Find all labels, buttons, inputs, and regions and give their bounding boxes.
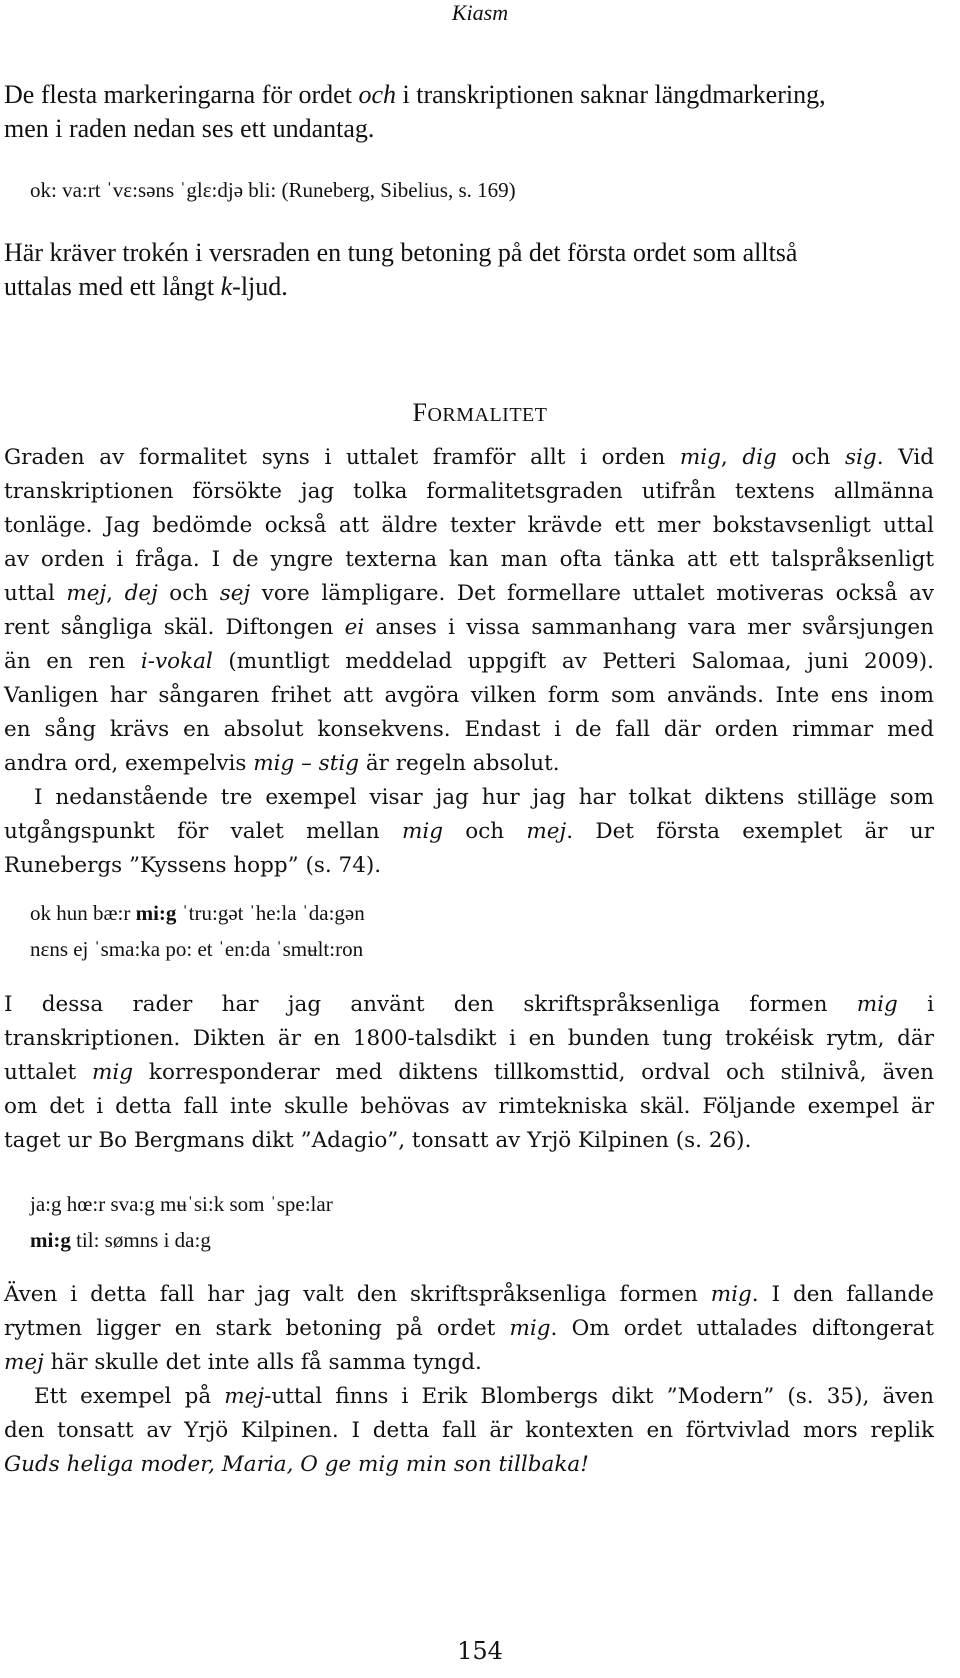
paragraph-analysis-1 (4, 988, 934, 1158)
text-line: mej här skulle det inte alls få samma tyngd. (4, 1350, 482, 1375)
paragraph-analysis-3 (4, 1380, 934, 1482)
text-line: Även i detta fall har jag valt den skriftspråksenliga formen mig. I den fallande (4, 1282, 935, 1307)
text-line: Vanligen har sångaren frihet att avgöra vilken form som används. Inte ens inom (4, 683, 934, 708)
text-line: mi:g til: sømns i da:g (30, 1228, 211, 1252)
text-line: utgångspunkt för valet mellan mig och mej. Det första exemplet är ur (4, 819, 934, 844)
text-line: ja:g hœ:r sva:g mʉˈsi:k som ˈspe:lar (30, 1192, 333, 1216)
running-header: Kiasm (451, 0, 509, 25)
text-line: transkriptionen försökte jag tolka formalitetsgraden utifrån textens allmänna (4, 479, 934, 504)
text-line: uttal mej, dej och sej vore lämpligare. Det formellare uttalet motiveras också av (4, 581, 935, 606)
text-line: Runebergs ”Kyssens hopp” (s. 74). (4, 853, 382, 878)
transcription-example-3 (30, 1186, 333, 1258)
intro-paragraph (4, 78, 934, 146)
text-line: än en ren i-vokal (muntligt meddelad uppgift av Petteri Salomaa, juni 2009). (4, 649, 934, 674)
text-line: I nedanstående tre exempel visar jag hur jag har tolkat diktens stilläge som (34, 785, 934, 810)
text-line: ok hun bæ:r mi:g ˈtru:gət ˈhe:la ˈda:gən (30, 901, 365, 925)
text-line: Graden av formalitet syns i uttalet framför allt i orden mig, dig och sig. Vid (4, 445, 934, 470)
text-line: nɛns ej ˈsma:ka po: et ˈen:da ˈsmʉlt:ron (30, 937, 364, 961)
text-line: av orden i fråga. I de yngre texterna kan man ofta tänka att ett talspråksenligt (4, 547, 934, 572)
text-line: transkriptionen. Dikten är en 1800-talsdikt i en bunden tung trokéisk rytm, där (4, 1026, 934, 1051)
transcription-example-1: ok: va:rt ˈvɛ:səns ˈglɛ:djə bli: (Runeberg, Sibelius, s. 169) (30, 178, 516, 202)
text-line: andra ord, exempelvis mig – stig är regeln absolut. (4, 751, 560, 776)
paragraph-analysis-2 (4, 1278, 934, 1380)
text-line: Ett exempel på mej-uttal finns i Erik Blombergs dikt ”Modern” (s. 35), även (34, 1384, 934, 1409)
text-line: taget ur Bo Bergmans dikt ”Adagio”, tonsatt av Yrjö Kilpinen (s. 26). (4, 1128, 752, 1153)
text-line: Guds heliga moder, Maria, O ge mig min son tillbaka! (4, 1452, 589, 1477)
text-line: en sång krävs en absolut konsekvens. Endast i de fall där orden rimmar med (4, 717, 934, 742)
section-heading: FORMALITET (412, 398, 548, 427)
text-line: den tonsatt av Yrjö Kilpinen. I detta fall är kontexten en förtvivlad mors replik (4, 1418, 934, 1443)
paragraph-1 (4, 236, 934, 304)
text-line: om det i detta fall inte skulle behövas av rimtekniska skäl. Följande exempel är (4, 1094, 934, 1119)
text-line: rytmen ligger en stark betoning på ordet mig. Om ordet uttalades diftongerat (4, 1316, 934, 1341)
text-line: Här kräver trokén i versraden en tung betoning på det första ordet som alltså (4, 238, 798, 267)
page-number: 154 (457, 1637, 503, 1665)
text-line: tonläge. Jag bedömde också att äldre texter krävde ett mer bokstavsenligt uttal (4, 513, 934, 538)
transcription-example-2 (30, 895, 365, 967)
text-line: I dessa rader har jag använt den skriftspråksenliga formen mig i (4, 992, 934, 1017)
paragraph-formalitet (4, 441, 934, 781)
paragraph-examples-intro (4, 781, 934, 883)
text-line: men i raden nedan ses ett undantag. (4, 114, 375, 143)
text-line: uttalet mig korresponderar med diktens tillkomsttid, ordval och stilnivå, även (4, 1060, 934, 1085)
text-line: rent sångliga skäl. Diftongen ei anses i vissa sammanhang vara mer svårsjungen (4, 615, 934, 640)
text-line: uttalas med ett långt k-ljud. (4, 272, 288, 301)
text-line: De flesta markeringarna för ordet och i transkriptionen saknar längdmarkering, (4, 80, 826, 109)
